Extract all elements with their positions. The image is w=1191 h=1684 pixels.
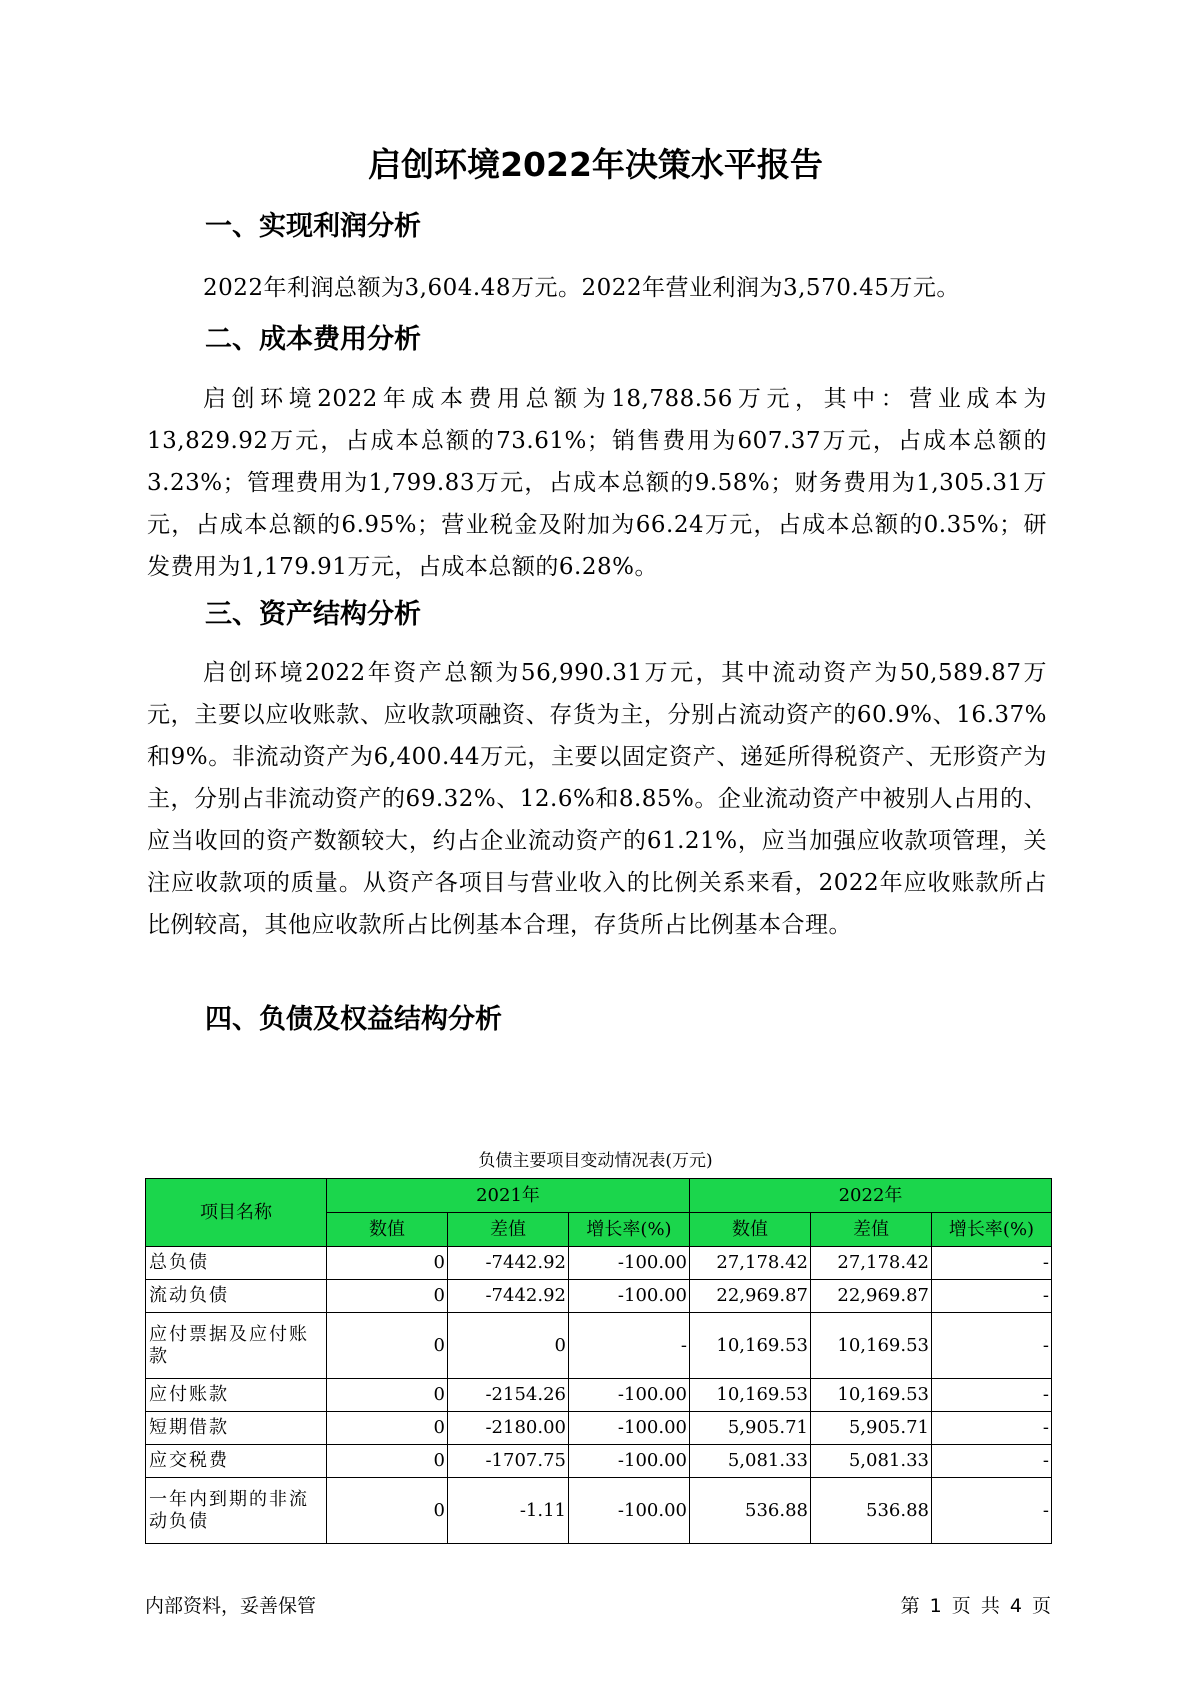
column-header-value-2022: 数值 bbox=[690, 1213, 811, 1247]
table-cell: -2154.26 bbox=[448, 1379, 569, 1412]
table-cell: 0 bbox=[327, 1247, 448, 1280]
table-cell: -100.00 bbox=[569, 1280, 690, 1313]
table-cell: 5,081.33 bbox=[690, 1445, 811, 1478]
table-cell: -100.00 bbox=[569, 1478, 690, 1544]
year-header-2022: 2022年 bbox=[690, 1179, 1052, 1213]
table-row bbox=[146, 1379, 1052, 1412]
table-cell: 22,969.87 bbox=[690, 1280, 811, 1313]
table-cell: -1707.75 bbox=[448, 1445, 569, 1478]
table-cell: 10,169.53 bbox=[811, 1313, 932, 1379]
table-cell: 22,969.87 bbox=[811, 1280, 932, 1313]
table-cell: 5,905.71 bbox=[811, 1412, 932, 1445]
liabilities-table bbox=[145, 1178, 1052, 1544]
section-paragraph-assets: 启创环境2022年资产总额为56,990.31万元，其中流动资产为50,589.87万元，主要以应收账款、应收款项融资、存货为主，分别占流动资产的60.9%、16.37%和9%。非流动资产为6,400.44万元，主要以固定资产、递延所得税资产、无形资产为主，分别占非流动资产的69.32%、12.6%和8.85%。企业流动资产中被别人占用的、应当收回的资产数额较大，约占企业流动资产的61.21%，应当加强应收款项管理，关注应收款项的质量。从资产各项目与营业收入的比例关系来看，2022年应收账款所占比例较高，其他应收款所占比例基本合理，存货所占比例基本合理。 bbox=[147, 660, 1047, 938]
report-title: 启创环境2022年决策水平报告 bbox=[368, 145, 823, 184]
table-row bbox=[146, 1280, 1052, 1313]
table-cell: 0 bbox=[327, 1412, 448, 1445]
table-cell: 10,169.53 bbox=[690, 1379, 811, 1412]
row-label: 短期借款 bbox=[146, 1412, 327, 1445]
table-cell: 0 bbox=[327, 1313, 448, 1379]
table-row bbox=[146, 1313, 1052, 1379]
table-cell: -7442.92 bbox=[448, 1280, 569, 1313]
table-cell: - bbox=[932, 1247, 1052, 1280]
table-cell: 0 bbox=[327, 1445, 448, 1478]
row-label: 一年内到期的非流动负债 bbox=[146, 1478, 327, 1544]
column-header-growth-2022: 增长率(%) bbox=[932, 1213, 1052, 1247]
table-cell: 536.88 bbox=[811, 1478, 932, 1544]
table-row bbox=[146, 1412, 1052, 1445]
column-header-diff-2021: 差值 bbox=[448, 1213, 569, 1247]
item-name-header: 项目名称 bbox=[146, 1179, 327, 1247]
table-cell: - bbox=[569, 1313, 690, 1379]
table-row bbox=[146, 1247, 1052, 1280]
section-heading-cost: 二、成本费用分析 bbox=[205, 324, 421, 355]
row-label: 流动负债 bbox=[146, 1280, 327, 1313]
column-header-value-2021: 数值 bbox=[327, 1213, 448, 1247]
table-cell: - bbox=[932, 1478, 1052, 1544]
table-cell: 536.88 bbox=[690, 1478, 811, 1544]
section-heading-liabilities: 四、负债及权益结构分析 bbox=[205, 1004, 502, 1035]
year-header-2021: 2021年 bbox=[327, 1179, 690, 1213]
table-cell: - bbox=[932, 1412, 1052, 1445]
table-caption: 负债主要项目变动情况表(万元) bbox=[478, 1151, 713, 1171]
table-cell: -1.11 bbox=[448, 1478, 569, 1544]
table-cell: - bbox=[932, 1379, 1052, 1412]
row-label: 总负债 bbox=[146, 1247, 327, 1280]
table-cell: 0 bbox=[327, 1379, 448, 1412]
confidential-note: 内部资料，妥善保管 bbox=[145, 1595, 317, 1617]
table-cell: 0 bbox=[327, 1280, 448, 1313]
table-cell: - bbox=[932, 1280, 1052, 1313]
table-cell: 0 bbox=[327, 1478, 448, 1544]
row-label: 应交税费 bbox=[146, 1445, 327, 1478]
section-heading-assets: 三、资产结构分析 bbox=[205, 599, 421, 630]
table-cell: -100.00 bbox=[569, 1445, 690, 1478]
section-heading-profit: 一、实现利润分析 bbox=[205, 211, 421, 242]
table-cell: 10,169.53 bbox=[811, 1379, 932, 1412]
table-cell: -100.00 bbox=[569, 1412, 690, 1445]
table-cell: 5,905.71 bbox=[690, 1412, 811, 1445]
table-cell: -2180.00 bbox=[448, 1412, 569, 1445]
column-header-diff-2022: 差值 bbox=[811, 1213, 932, 1247]
table-cell: 27,178.42 bbox=[811, 1247, 932, 1280]
table-cell: - bbox=[932, 1445, 1052, 1478]
table-cell: 5,081.33 bbox=[811, 1445, 932, 1478]
table-cell: -100.00 bbox=[569, 1247, 690, 1280]
table-cell: - bbox=[932, 1313, 1052, 1379]
column-header-growth-2021: 增长率(%) bbox=[569, 1213, 690, 1247]
section-paragraph-profit: 2022年利润总额为3,604.48万元。2022年营业利润为3,570.45万元。 bbox=[203, 275, 960, 301]
table-cell: 10,169.53 bbox=[690, 1313, 811, 1379]
row-label: 应付账款 bbox=[146, 1379, 327, 1412]
page-number: 第 1 页 共 4 页 bbox=[900, 1595, 1051, 1617]
table-cell: 27,178.42 bbox=[690, 1247, 811, 1280]
table-cell: 0 bbox=[448, 1313, 569, 1379]
table-cell: -7442.92 bbox=[448, 1247, 569, 1280]
section-paragraph-cost: 启创环境2022年成本费用总额为18,788.56万元，其中：营业成本为13,829.92万元，占成本总额的73.61%；销售费用为607.37万元，占成本总额的3.23%；管理费用为1,799.83万元，占成本总额的9.58%；财务费用为1,305.31万元，占成本总额的6.95%；营业税金及附加为66.24万元，占成本总额的0.35%；研发费用为1,179.91万元，占成本总额的6.28%。 bbox=[147, 386, 1047, 580]
table-row bbox=[146, 1445, 1052, 1478]
table-row bbox=[146, 1478, 1052, 1544]
row-label: 应付票据及应付账款 bbox=[146, 1313, 327, 1379]
table-cell: -100.00 bbox=[569, 1379, 690, 1412]
